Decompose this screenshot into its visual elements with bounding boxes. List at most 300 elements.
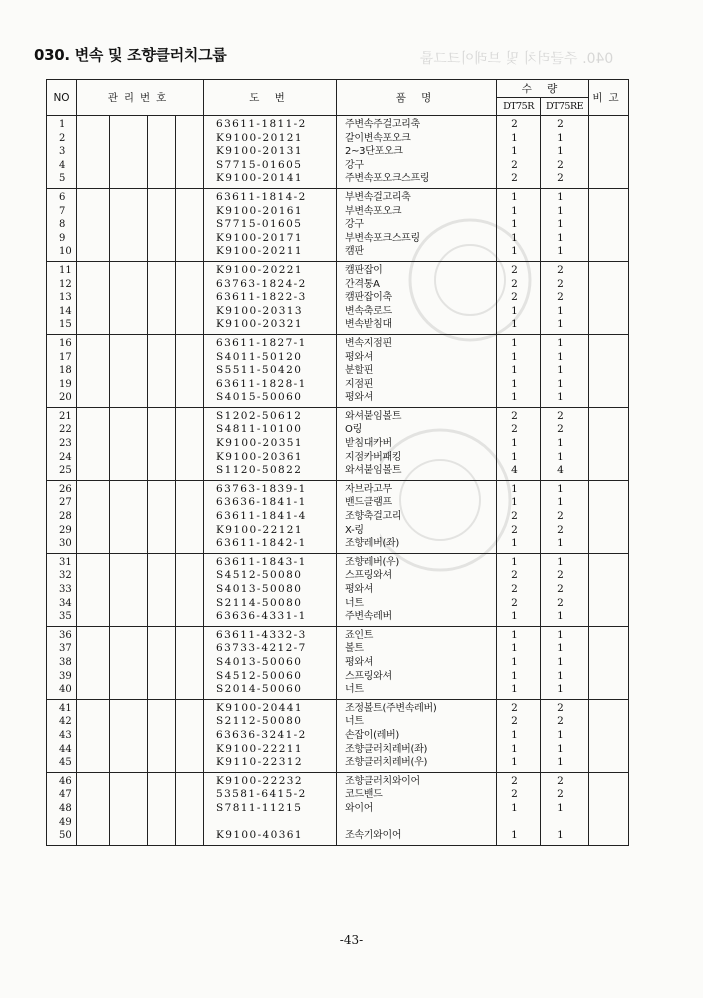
part-name-line: 스프링와셔 bbox=[345, 570, 392, 582]
item-number-line: 6 bbox=[59, 191, 66, 203]
item-number-line: 22 bbox=[59, 424, 72, 436]
quantity-dt75re bbox=[541, 261, 589, 334]
part-name-line: 평와셔 bbox=[345, 584, 374, 595]
drawing-number bbox=[204, 553, 337, 626]
quantity-dt75r-line: 1 bbox=[511, 801, 518, 814]
quantity-dt75re-line: 2 bbox=[557, 423, 564, 436]
management-cell-1 bbox=[77, 626, 110, 699]
part-name-line: 조향클러치와이어 bbox=[345, 775, 420, 787]
header-model-dt75re: DT75RE bbox=[541, 98, 589, 116]
part-name-line: 분할핀 bbox=[345, 365, 374, 377]
drawing-number-line: 63636-4331-1 bbox=[216, 610, 307, 623]
item-number-line: 5 bbox=[59, 173, 66, 185]
table-row bbox=[47, 261, 629, 334]
quantity-dt75re-line: 1 bbox=[557, 204, 564, 217]
remark-cell bbox=[589, 261, 629, 334]
quantity-dt75re-line: 2 bbox=[557, 277, 564, 290]
management-cell-2 bbox=[110, 334, 148, 407]
quantity-dt75re-line: 1 bbox=[557, 437, 564, 450]
management-cell-2 bbox=[110, 699, 148, 772]
part-name-line: 캠판잡이 bbox=[345, 264, 383, 276]
item-number-line: 42 bbox=[59, 716, 72, 728]
part-name bbox=[337, 699, 497, 772]
quantity-dt75re-line: 2 bbox=[557, 158, 564, 171]
item-number-line: 30 bbox=[59, 538, 72, 550]
quantity-dt75re-line: 2 bbox=[557, 596, 564, 609]
item-number-line: 36 bbox=[59, 629, 72, 641]
part-name-line: 죠인트 bbox=[345, 629, 374, 641]
drawing-number-line: K9100-20221 bbox=[216, 263, 303, 276]
quantity-dt75re-line: 1 bbox=[557, 801, 564, 814]
quantity-dt75re-line: 1 bbox=[557, 655, 564, 668]
part-name-line: 강구 bbox=[345, 159, 364, 171]
quantity-dt75r-line: 1 bbox=[511, 683, 518, 696]
quantity-dt75r-line: 2 bbox=[511, 523, 518, 536]
item-number-line: 13 bbox=[59, 292, 72, 304]
quantity-dt75r-line: 1 bbox=[511, 756, 518, 769]
header-management-number: 관리번호 bbox=[77, 80, 204, 116]
quantity-dt75r-line: 2 bbox=[511, 277, 518, 290]
item-number bbox=[47, 699, 77, 772]
item-number-line: 43 bbox=[59, 729, 72, 741]
quantity-dt75r-line bbox=[497, 816, 540, 830]
management-cell-2 bbox=[110, 407, 148, 480]
drawing-number-line: S7715-01605 bbox=[216, 218, 303, 231]
drawing-number-line: S4512-50060 bbox=[216, 669, 303, 682]
quantity-dt75re bbox=[541, 699, 589, 772]
drawing-number-line: 53581-6415-2 bbox=[216, 788, 307, 801]
management-cell-4 bbox=[176, 772, 204, 845]
drawing-number-line: K9100-20441 bbox=[216, 701, 303, 714]
quantity-dt75re bbox=[541, 480, 589, 553]
item-number-line: 14 bbox=[59, 305, 72, 317]
drawing-number-line: 63611-1814-2 bbox=[216, 190, 307, 203]
quantity-dt75r-line: 2 bbox=[511, 715, 518, 728]
bleed-through-text: 040. 주클러치 및 브레이크그룹 bbox=[420, 51, 614, 67]
item-number bbox=[47, 334, 77, 407]
quantity-dt75re bbox=[541, 116, 589, 189]
part-name-line: 간격통A bbox=[345, 278, 380, 290]
part-name bbox=[337, 261, 497, 334]
quantity-dt75re bbox=[541, 334, 589, 407]
part-name-line: 갈이변속포오크 bbox=[345, 132, 411, 144]
quantity-dt75r-line: 2 bbox=[511, 569, 518, 582]
management-cell-2 bbox=[110, 480, 148, 553]
quantity-dt75r bbox=[497, 626, 541, 699]
item-number-line: 38 bbox=[59, 656, 72, 668]
drawing-number-line: K9100-40361 bbox=[216, 829, 303, 842]
management-cell-4 bbox=[176, 188, 204, 261]
management-cell-1 bbox=[77, 772, 110, 845]
quantity-dt75r-line: 2 bbox=[511, 263, 518, 276]
drawing-number-line: S4011-50120 bbox=[216, 350, 303, 363]
part-name-line: 2~3단포오크 bbox=[345, 146, 403, 158]
quantity-dt75r-line: 1 bbox=[511, 829, 518, 842]
quantity-dt75re-line: 1 bbox=[557, 642, 564, 655]
quantity-dt75re-line bbox=[541, 816, 588, 830]
part-name-line: 캠판잡이축 bbox=[345, 292, 392, 304]
drawing-number bbox=[204, 261, 337, 334]
drawing-number-line: S4013-50060 bbox=[216, 655, 303, 668]
quantity-dt75re-line: 2 bbox=[557, 715, 564, 728]
part-name-line: 평와셔 bbox=[345, 392, 374, 404]
drawing-number-line: K9100-20121 bbox=[216, 131, 303, 144]
part-name-line: 와셔붙임볼트 bbox=[345, 465, 402, 477]
management-cell-1 bbox=[77, 116, 110, 189]
table-body bbox=[47, 116, 629, 846]
item-number bbox=[47, 407, 77, 480]
remark-cell bbox=[589, 626, 629, 699]
quantity-dt75r-line: 2 bbox=[511, 701, 518, 714]
quantity-dt75r-line: 2 bbox=[511, 583, 518, 595]
item-number-line: 27 bbox=[59, 497, 72, 509]
quantity-dt75r bbox=[497, 334, 541, 407]
remark-cell bbox=[589, 407, 629, 480]
management-cell-3 bbox=[148, 480, 176, 553]
quantity-dt75r-line: 1 bbox=[511, 336, 518, 349]
item-number-line: 21 bbox=[59, 410, 72, 422]
remark-cell bbox=[589, 188, 629, 261]
item-number bbox=[47, 261, 77, 334]
management-cell-3 bbox=[148, 261, 176, 334]
quantity-dt75r bbox=[497, 699, 541, 772]
quantity-dt75re-line: 2 bbox=[557, 291, 564, 304]
quantity-dt75re-line: 1 bbox=[557, 610, 564, 623]
management-cell-3 bbox=[148, 553, 176, 626]
drawing-number-line: K9110-22312 bbox=[216, 756, 303, 769]
management-cell-3 bbox=[148, 626, 176, 699]
drawing-number-line: K9100-20321 bbox=[216, 318, 303, 331]
quantity-dt75re-line: 1 bbox=[557, 728, 564, 741]
quantity-dt75r-line: 1 bbox=[511, 555, 518, 568]
header-drawing-number: 도 번 bbox=[204, 80, 337, 116]
drawing-number-line: S1202-50612 bbox=[216, 409, 303, 422]
item-number-line: 28 bbox=[59, 511, 72, 523]
quantity-dt75re-line: 2 bbox=[557, 263, 564, 276]
management-cell-3 bbox=[148, 334, 176, 407]
drawing-number-line: 63611-1842-1 bbox=[216, 537, 307, 550]
drawing-number-line: S4811-10100 bbox=[216, 423, 303, 436]
drawing-number-line: S4015-50060 bbox=[216, 391, 303, 404]
table-row bbox=[47, 553, 629, 626]
quantity-dt75re bbox=[541, 772, 589, 845]
quantity-dt75re bbox=[541, 188, 589, 261]
quantity-dt75r-line: 1 bbox=[511, 437, 518, 450]
header-no: NO bbox=[47, 80, 77, 116]
item-number-line: 29 bbox=[59, 524, 72, 536]
part-name-line: 너트 bbox=[345, 716, 364, 728]
part-name-line: 부변속걸고리축 bbox=[345, 191, 411, 203]
item-number-line: 23 bbox=[59, 438, 72, 450]
item-number-line: 15 bbox=[59, 319, 72, 331]
quantity-dt75r-line: 1 bbox=[511, 364, 518, 377]
management-cell-3 bbox=[148, 188, 176, 261]
item-number bbox=[47, 480, 77, 553]
part-name-line: 조정볼트(주변속레버) bbox=[345, 702, 437, 714]
quantity-dt75re-line: 2 bbox=[557, 172, 564, 185]
management-cell-2 bbox=[110, 553, 148, 626]
management-cell-4 bbox=[176, 116, 204, 189]
drawing-number-line: S1120-50822 bbox=[216, 464, 303, 477]
management-cell-2 bbox=[110, 261, 148, 334]
drawing-number bbox=[204, 188, 337, 261]
quantity-dt75r-line: 2 bbox=[511, 172, 518, 185]
item-number-line: 4 bbox=[59, 159, 66, 171]
management-cell-1 bbox=[77, 261, 110, 334]
drawing-number-line: K9100-22232 bbox=[216, 774, 303, 787]
remark-cell bbox=[589, 772, 629, 845]
item-number-line: 31 bbox=[59, 556, 72, 568]
drawing-number-line: 63763-1839-1 bbox=[216, 482, 307, 495]
drawing-number-line: S7715-01605 bbox=[216, 158, 303, 171]
item-number-line: 16 bbox=[59, 337, 72, 349]
quantity-dt75re-line: 2 bbox=[557, 583, 564, 595]
remark-cell bbox=[589, 334, 629, 407]
part-name-line: 변속받침대 bbox=[345, 319, 392, 331]
management-cell-1 bbox=[77, 480, 110, 553]
management-cell-3 bbox=[148, 407, 176, 480]
management-cell-3 bbox=[148, 116, 176, 189]
part-name-line: 조향클러치레버(우) bbox=[345, 757, 428, 769]
quantity-dt75r-line: 1 bbox=[511, 350, 518, 363]
drawing-number-line: S2114-50080 bbox=[216, 596, 303, 609]
quantity-dt75r-line: 1 bbox=[511, 628, 518, 641]
management-cell-2 bbox=[110, 188, 148, 261]
part-name-line: 강구 bbox=[345, 219, 364, 231]
drawing-number-line: 63636-3241-2 bbox=[216, 728, 307, 741]
quantity-dt75r bbox=[497, 261, 541, 334]
management-cell-1 bbox=[77, 188, 110, 261]
header-quantity: 수 량 bbox=[497, 80, 589, 98]
drawing-number-line: K9100-20141 bbox=[216, 172, 303, 185]
quantity-dt75r-line: 1 bbox=[511, 245, 518, 258]
quantity-dt75re-line: 2 bbox=[557, 701, 564, 714]
part-name-line: 주변속주걸고리축 bbox=[345, 119, 420, 130]
quantity-dt75re-line: 1 bbox=[557, 669, 564, 682]
remark-cell bbox=[589, 480, 629, 553]
table-row bbox=[47, 116, 629, 189]
management-cell-4 bbox=[176, 261, 204, 334]
quantity-dt75r-line: 2 bbox=[511, 291, 518, 304]
part-name-line: 와이어 bbox=[345, 802, 374, 814]
quantity-dt75r bbox=[497, 480, 541, 553]
management-cell-4 bbox=[176, 626, 204, 699]
quantity-dt75re-line: 1 bbox=[557, 145, 564, 158]
quantity-dt75r-line: 2 bbox=[511, 510, 518, 523]
quantity-dt75r-line: 1 bbox=[511, 728, 518, 741]
drawing-number-line: 63636-1841-1 bbox=[216, 496, 307, 509]
item-number-line: 39 bbox=[59, 670, 72, 682]
quantity-dt75r bbox=[497, 188, 541, 261]
part-name-line: 손잡이(레버) bbox=[345, 729, 400, 741]
part-name-line: X-링 bbox=[345, 524, 364, 536]
drawing-number-line: K9100-20131 bbox=[216, 145, 303, 158]
quantity-dt75re-line: 1 bbox=[557, 218, 564, 231]
quantity-dt75re-line: 1 bbox=[557, 377, 564, 390]
management-cell-4 bbox=[176, 699, 204, 772]
item-number-line: 7 bbox=[59, 205, 66, 217]
item-number-line: 24 bbox=[59, 451, 72, 463]
item-number-line: 1 bbox=[59, 119, 66, 130]
remark-cell bbox=[589, 553, 629, 626]
quantity-dt75r-line: 1 bbox=[511, 655, 518, 668]
quantity-dt75r-line: 1 bbox=[511, 304, 518, 317]
quantity-dt75re-line: 1 bbox=[557, 350, 564, 363]
part-name-line: 주변속레버 bbox=[345, 611, 392, 623]
part-name bbox=[337, 116, 497, 189]
quantity-dt75r-line: 1 bbox=[511, 610, 518, 623]
part-name bbox=[337, 553, 497, 626]
quantity-dt75r-line: 1 bbox=[511, 145, 518, 158]
page-number: -43- bbox=[339, 933, 364, 947]
part-name-line: 스프링와셔 bbox=[345, 670, 392, 682]
part-name-line: 조향레버(우) bbox=[345, 556, 400, 568]
part-name-line: 평와셔 bbox=[345, 656, 374, 668]
management-cell-1 bbox=[77, 553, 110, 626]
quantity-dt75re-line: 1 bbox=[557, 131, 564, 144]
header-remark: 비고 bbox=[589, 80, 629, 116]
item-number-line: 3 bbox=[59, 146, 66, 158]
quantity-dt75r-line: 1 bbox=[511, 742, 518, 755]
drawing-number-line: K9100-20313 bbox=[216, 304, 303, 317]
part-name-line: 변속축로드 bbox=[345, 305, 392, 317]
part-name-line: 주변속포오크스프링 bbox=[345, 173, 430, 185]
quantity-dt75r-line: 1 bbox=[511, 496, 518, 509]
drawing-number-line: 63611-4332-3 bbox=[216, 628, 307, 641]
part-name-line: 조향클러치레버(좌) bbox=[345, 743, 428, 755]
quantity-dt75re bbox=[541, 407, 589, 480]
management-cell-3 bbox=[148, 772, 176, 845]
quantity-dt75r-line: 1 bbox=[511, 450, 518, 463]
quantity-dt75r-line: 2 bbox=[511, 774, 518, 787]
item-number-line: 47 bbox=[59, 789, 72, 801]
remark-cell bbox=[589, 699, 629, 772]
drawing-number-line bbox=[204, 816, 336, 830]
part-name-line: 부변속포크스프링 bbox=[345, 232, 420, 244]
management-cell-4 bbox=[176, 553, 204, 626]
quantity-dt75r bbox=[497, 553, 541, 626]
item-number-line: 41 bbox=[59, 702, 72, 714]
quantity-dt75re-line: 1 bbox=[557, 304, 564, 317]
remark-cell bbox=[589, 116, 629, 189]
part-name-line: 지점핀 bbox=[345, 378, 374, 390]
drawing-number bbox=[204, 699, 337, 772]
management-cell-4 bbox=[176, 334, 204, 407]
drawing-number-line: 63611-1811-2 bbox=[216, 118, 307, 130]
quantity-dt75re-line: 2 bbox=[557, 118, 564, 130]
table-row bbox=[47, 480, 629, 553]
drawing-number-line: K9100-20161 bbox=[216, 204, 303, 217]
quantity-dt75re-line: 1 bbox=[557, 742, 564, 755]
item-number-line: 34 bbox=[59, 597, 72, 609]
management-cell-2 bbox=[110, 116, 148, 189]
parts-table bbox=[46, 79, 629, 846]
part-name bbox=[337, 188, 497, 261]
quantity-dt75re bbox=[541, 626, 589, 699]
quantity-dt75r-line: 1 bbox=[511, 318, 518, 331]
item-number-line: 9 bbox=[59, 232, 66, 244]
part-name-line: 와셔붙임볼트 bbox=[345, 410, 402, 422]
table-row bbox=[47, 334, 629, 407]
quantity-dt75re-line: 1 bbox=[557, 496, 564, 509]
quantity-dt75r-line: 1 bbox=[511, 642, 518, 655]
drawing-number-line: 63611-1827-1 bbox=[216, 336, 307, 349]
item-number bbox=[47, 626, 77, 699]
quantity-dt75re-line: 1 bbox=[557, 537, 564, 550]
item-number-line: 46 bbox=[59, 775, 72, 787]
drawing-number-line: 63733-4212-7 bbox=[216, 642, 307, 655]
quantity-dt75re-line: 1 bbox=[557, 628, 564, 641]
quantity-dt75r-line: 2 bbox=[511, 596, 518, 609]
part-name-line: 평와셔 bbox=[345, 351, 374, 363]
quantity-dt75re-line: 2 bbox=[557, 510, 564, 523]
quantity-dt75re-line: 1 bbox=[557, 756, 564, 769]
quantity-dt75re-line: 2 bbox=[557, 409, 564, 422]
quantity-dt75re-line: 1 bbox=[557, 364, 564, 377]
drawing-number-line: S7811-11215 bbox=[216, 801, 303, 814]
quantity-dt75re-line: 2 bbox=[557, 774, 564, 787]
quantity-dt75re-line: 1 bbox=[557, 231, 564, 244]
part-name bbox=[337, 407, 497, 480]
quantity-dt75re-line: 1 bbox=[557, 336, 564, 349]
part-name-line bbox=[337, 816, 496, 830]
quantity-dt75r-line: 2 bbox=[511, 409, 518, 422]
management-cell-1 bbox=[77, 407, 110, 480]
drawing-number bbox=[204, 772, 337, 845]
drawing-number bbox=[204, 407, 337, 480]
quantity-dt75re-line: 1 bbox=[557, 555, 564, 568]
item-number-line: 8 bbox=[59, 219, 66, 231]
part-name bbox=[337, 334, 497, 407]
drawing-number-line: 63763-1824-2 bbox=[216, 277, 307, 290]
drawing-number bbox=[204, 334, 337, 407]
quantity-dt75re-line: 2 bbox=[557, 523, 564, 536]
table-row bbox=[47, 407, 629, 480]
quantity-dt75re-line: 1 bbox=[557, 482, 564, 495]
item-number-line: 33 bbox=[59, 584, 72, 595]
part-name bbox=[337, 626, 497, 699]
part-name-line: 너트 bbox=[345, 684, 364, 696]
quantity-dt75r-line: 1 bbox=[511, 537, 518, 550]
quantity-dt75r-line: 2 bbox=[511, 118, 518, 130]
quantity-dt75re-line: 2 bbox=[557, 569, 564, 582]
item-number-line: 44 bbox=[59, 743, 72, 755]
drawing-number-line: K9100-20171 bbox=[216, 231, 303, 244]
drawing-number-line: S2014-50060 bbox=[216, 683, 303, 696]
quantity-dt75r-line: 2 bbox=[511, 788, 518, 801]
header-model-dt75r: DT75R bbox=[497, 98, 541, 116]
drawing-number-line: S4013-50080 bbox=[216, 583, 303, 595]
drawing-number bbox=[204, 626, 337, 699]
item-number-line: 20 bbox=[59, 392, 72, 404]
drawing-number bbox=[204, 480, 337, 553]
quantity-dt75re-line: 4 bbox=[557, 464, 564, 477]
item-number-line: 19 bbox=[59, 378, 72, 390]
drawing-number-line: K9100-20361 bbox=[216, 450, 303, 463]
management-cell-2 bbox=[110, 772, 148, 845]
drawing-number-line: K9100-22121 bbox=[216, 523, 303, 536]
quantity-dt75r-line: 1 bbox=[511, 482, 518, 495]
quantity-dt75re-line: 1 bbox=[557, 318, 564, 331]
item-number bbox=[47, 116, 77, 189]
part-name-line: 캠판 bbox=[345, 246, 364, 258]
management-cell-2 bbox=[110, 626, 148, 699]
management-cell-4 bbox=[176, 480, 204, 553]
part-name-line: 조속기와이어 bbox=[345, 830, 402, 842]
quantity-dt75r-line: 1 bbox=[511, 231, 518, 244]
table-row bbox=[47, 188, 629, 261]
quantity-dt75r-line: 1 bbox=[511, 131, 518, 144]
